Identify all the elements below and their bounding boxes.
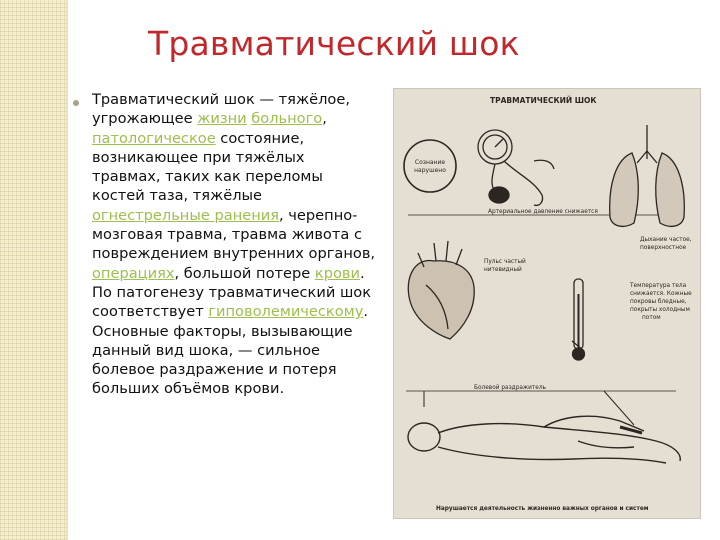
thermometer-icon [572, 279, 585, 360]
shock-illustration [393, 88, 701, 519]
text-link[interactable]: больного [251, 110, 323, 128]
slide-title: Травматический шок [148, 24, 520, 63]
lungs-icon [610, 125, 685, 226]
text-run: , [322, 110, 327, 128]
pulse-label-1: Пульс частый [484, 259, 526, 265]
consciousness-label-1: Сознание [414, 159, 446, 166]
breathing-label-2: поверхностное [640, 245, 687, 251]
text-link[interactable]: жизни [197, 110, 247, 128]
illustration-drawing [394, 89, 702, 520]
pain-label: Болевой раздражитель [474, 385, 546, 391]
consciousness-circle [404, 140, 456, 192]
consciousness-label-2: нарушено [414, 167, 446, 174]
text-link[interactable]: патологическое [92, 129, 216, 147]
temperature-label-2: снижается. Кожные [630, 291, 692, 297]
text-run: , большой потере [174, 264, 315, 282]
text-run: . Основные факторы, вызывающие данный вид шока, — сильное болевое раздражение и потеря больших объёмов крови. [92, 303, 368, 398]
body-paragraph [92, 90, 376, 399]
decorative-left-strip [0, 0, 68, 540]
text-link[interactable]: крови [314, 264, 360, 282]
figure-footer: Нарушается деятельность жизненно важных органов и систем [436, 506, 649, 512]
text-run: . По патогенезу травматический шок соответствует [92, 264, 372, 321]
blood-pressure-gauge-icon [478, 130, 554, 205]
temperature-label-5: потом [642, 315, 661, 321]
pressure-label: Артериальное давление снижается [488, 209, 598, 215]
text-run: состояние, возникающее при тяжёлых травмах, таких как переломы костей таза, тяжёлые [92, 129, 323, 205]
text-link[interactable]: гиповолемическому [208, 303, 364, 321]
pulse-label-2: нитевидный [484, 267, 522, 273]
heart-icon [408, 241, 474, 339]
text-run: Травматический шок — тяжёлое, угрожающее [92, 91, 350, 128]
temperature-label-1: Температура тела [630, 283, 687, 289]
temperature-label-3: покровы бледные, [630, 299, 687, 305]
lying-patient-icon [408, 416, 680, 463]
temperature-label-4: покрыты холодным [630, 307, 690, 313]
text-link[interactable]: огнестрельные ранения [92, 206, 280, 224]
figure-heading: ТРАВМАТИЧЕСКИЙ ШОК [490, 96, 597, 105]
text-run: , черепно-мозговая травма, травма живота с повреждением внутренних органов, [92, 206, 376, 263]
bullet-icon [73, 100, 79, 106]
text-link[interactable]: операциях [92, 264, 175, 282]
breathing-label-1: Дыхание частое, [640, 237, 692, 243]
